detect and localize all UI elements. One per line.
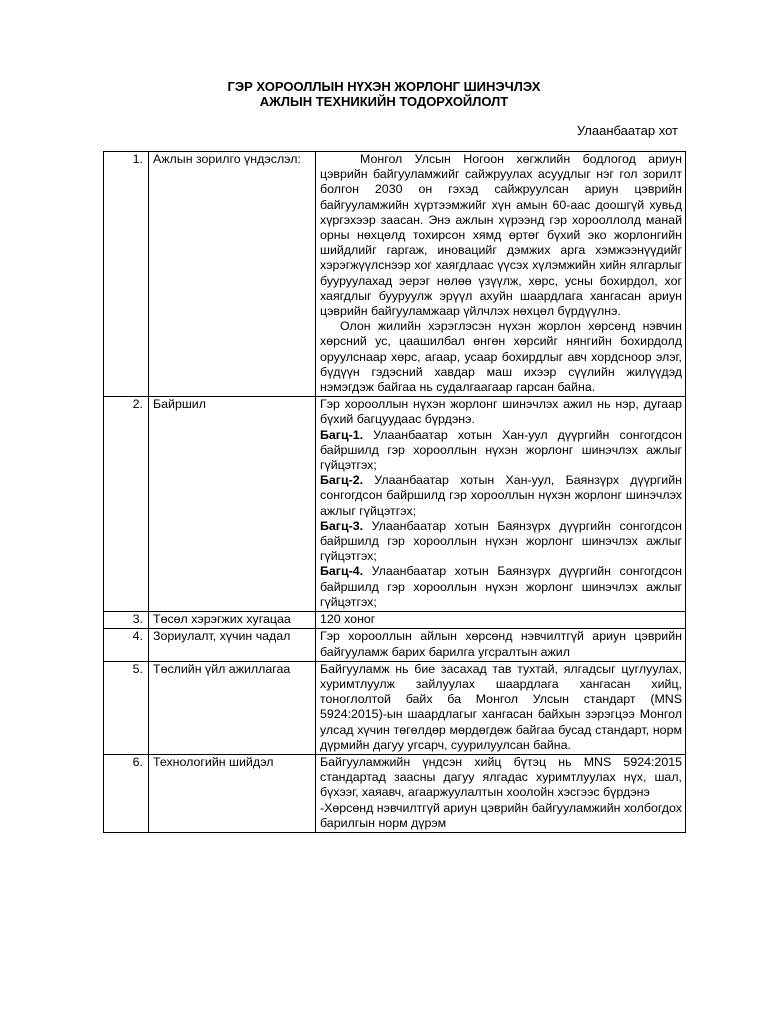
lot-text: Улаанбаатар хотын Хан-уул дүүргийн сонгогдсон байршилд гэр хорооллын нүхэн жорлонг шинэчлэх ажлыг гүйцэтгэх; xyxy=(320,427,682,473)
table-row xyxy=(104,661,686,754)
lot-text: Улаанбаатар хотын Хан-уул, Баянзүрх дүүргийн сонгогдсон байршилд гэр хорооллын нүхэн жорлонг шинэчлэх ажлыг гүйцэтгэх; xyxy=(320,473,682,518)
lot-item xyxy=(320,519,682,565)
row-name: Төсөл хэрэгжих хугацаа xyxy=(149,612,316,629)
table-row xyxy=(104,397,686,612)
lot-label: Багц-1. xyxy=(320,427,364,442)
specification-table xyxy=(103,151,686,833)
lot-label: Багц-2. xyxy=(320,473,364,488)
row-description: Байгууламж нь бие засахад тав тухтай, ялгадсыг цуглуулах, хуримтлуулж зайлуулах шаардлага хангасан хийц, тоноглолтой байх ба Монгол Улсын стандарт (MNS 5924:2015)-ын шаардлагыг хангасан байхын зэрэгцээ Монгол улсад хүчин төгөлдөр мөрдөгдөж байгаа бусад стандарт, норм дүрмийн дагуу угсарч, суурилуулсан байна. xyxy=(316,661,686,754)
description-paragraph: Гэр хорооллын нүхэн жорлонг шинэчлэх ажил нь нэр, дугаар бүхий багцуудаас бүрдэнэ. xyxy=(320,397,682,427)
row-description xyxy=(316,397,686,612)
document-title-line-2: АЖЛЫН ТЕХНИКИЙН ТОДОРХОЙЛОЛТ xyxy=(259,94,509,109)
row-number: 1. xyxy=(104,152,149,397)
row-name: Төслийн үйл ажиллагаа xyxy=(149,661,316,754)
row-description: Гэр хорооллын айлын хөрсөнд нэвчилтгүй ариун цэврийн байгууламж барих барилга угсралтын ажил xyxy=(316,629,686,661)
row-name: Ажлын зорилго үндэслэл: xyxy=(149,152,316,397)
row-name: Зориулалт, хүчин чадал xyxy=(149,629,316,661)
lot-item xyxy=(320,564,682,610)
description-paragraph: Монгол Улсын Ногоон хөгжлийн бодлогод ариун цэврийн байгууламжийг сайжруулах асуудлыг нэг гол зорилт болгон 2030 он гэхэд сайжруулсан ариун цэврийн байгууламжийн хүртээмжийг хүн амын 60-аас доошгүй хувьд хүргэхээр заасан. Энэ ажлын хүрээнд гэр хорооллолд манай орны нөхцөлд тохирсон хямд өртөг бүхий эко жорлонгийн шийдлийг гаргаж, иновацийг дэмжих арга хэмжээнүүдийг хэрэгжүүлснээр хог хаягдлаас үүсэх хүлэмжийн хийн ялгарлыг бууруулахад эерэг нөлөө үзүүлж, хөрс, усны бохирдол, хог хаягдлыг бууруулж эрүүл ахуйн шаардлага хангасан ариун цэврийн байгууламжаар үйлчлэх нөхцөл бүрдүүлнэ. xyxy=(320,152,682,319)
city-label: Улаанбаатар хот xyxy=(576,123,678,138)
table-row xyxy=(104,754,686,832)
lot-label: Багц-4. xyxy=(320,564,364,579)
row-description xyxy=(316,754,686,832)
table-row xyxy=(104,612,686,629)
row-description xyxy=(316,152,686,397)
row-number: 4. xyxy=(104,629,149,661)
lot-text: Улаанбаатар хотын Баянзүрх дүүргийн сонгогдсон байршилд гэр хорооллын нүхэн жорлонг шинэчлэх ажлыг гүйцэтгэх; xyxy=(320,564,682,609)
lot-item xyxy=(320,473,682,519)
row-name: Байршил xyxy=(149,397,316,612)
lot-label: Багц-3. xyxy=(320,518,364,533)
table-row xyxy=(104,629,686,661)
description-paragraph: Байгууламжийн үндсэн хийц бүтэц нь MNS 5924:2015 стандартад заасны дагуу ялгадас хуримтлуулах нүх, шал, бүхээг, хаяавч, агааржуулалтын хоолойн хэсгээс бүрдэнэ xyxy=(320,754,682,800)
table-row xyxy=(104,152,686,397)
document-title-line-1: ГЭР ХОРООЛЛЫН НҮХЭН ЖОРЛОНГ ШИНЭЧЛЭХ xyxy=(227,79,541,94)
row-number: 3. xyxy=(104,612,149,629)
row-number: 5. xyxy=(104,661,149,754)
lot-item xyxy=(320,428,682,474)
row-number: 2. xyxy=(104,397,149,612)
lot-text: Улаанбаатар хотын Баянзүрх дүүргийн сонгогдсон байршилд гэр хорооллын нүхэн жорлонг шинэчлэх ажлыг гүйцэтгэх; xyxy=(320,518,682,564)
row-name: Технологийн шийдэл xyxy=(149,754,316,832)
description-paragraph: -Хөрсөнд нэвчилтгүй ариун цэврийн байгууламжийн холбогдох барилгын норм дүрэм xyxy=(320,800,682,830)
row-number: 6. xyxy=(104,754,149,832)
row-description: 120 хоног xyxy=(316,612,686,629)
description-paragraph: Олон жилийн хэрэглэсэн нүхэн жорлон хөрсөнд нэвчин хөрсний ус, цаашилбал өнгөн хөрсийг нянгийн бохирдолд оруулснаар хөрс, агаар, усаар бохирдлыг авч хордсноор элэг, бүдүүн гэдэсний хавдар маш ихээр сүүлийн жилүүдэд нэмэгдэж байгаа нь судалгаагаар гарсан байна. xyxy=(320,319,682,395)
